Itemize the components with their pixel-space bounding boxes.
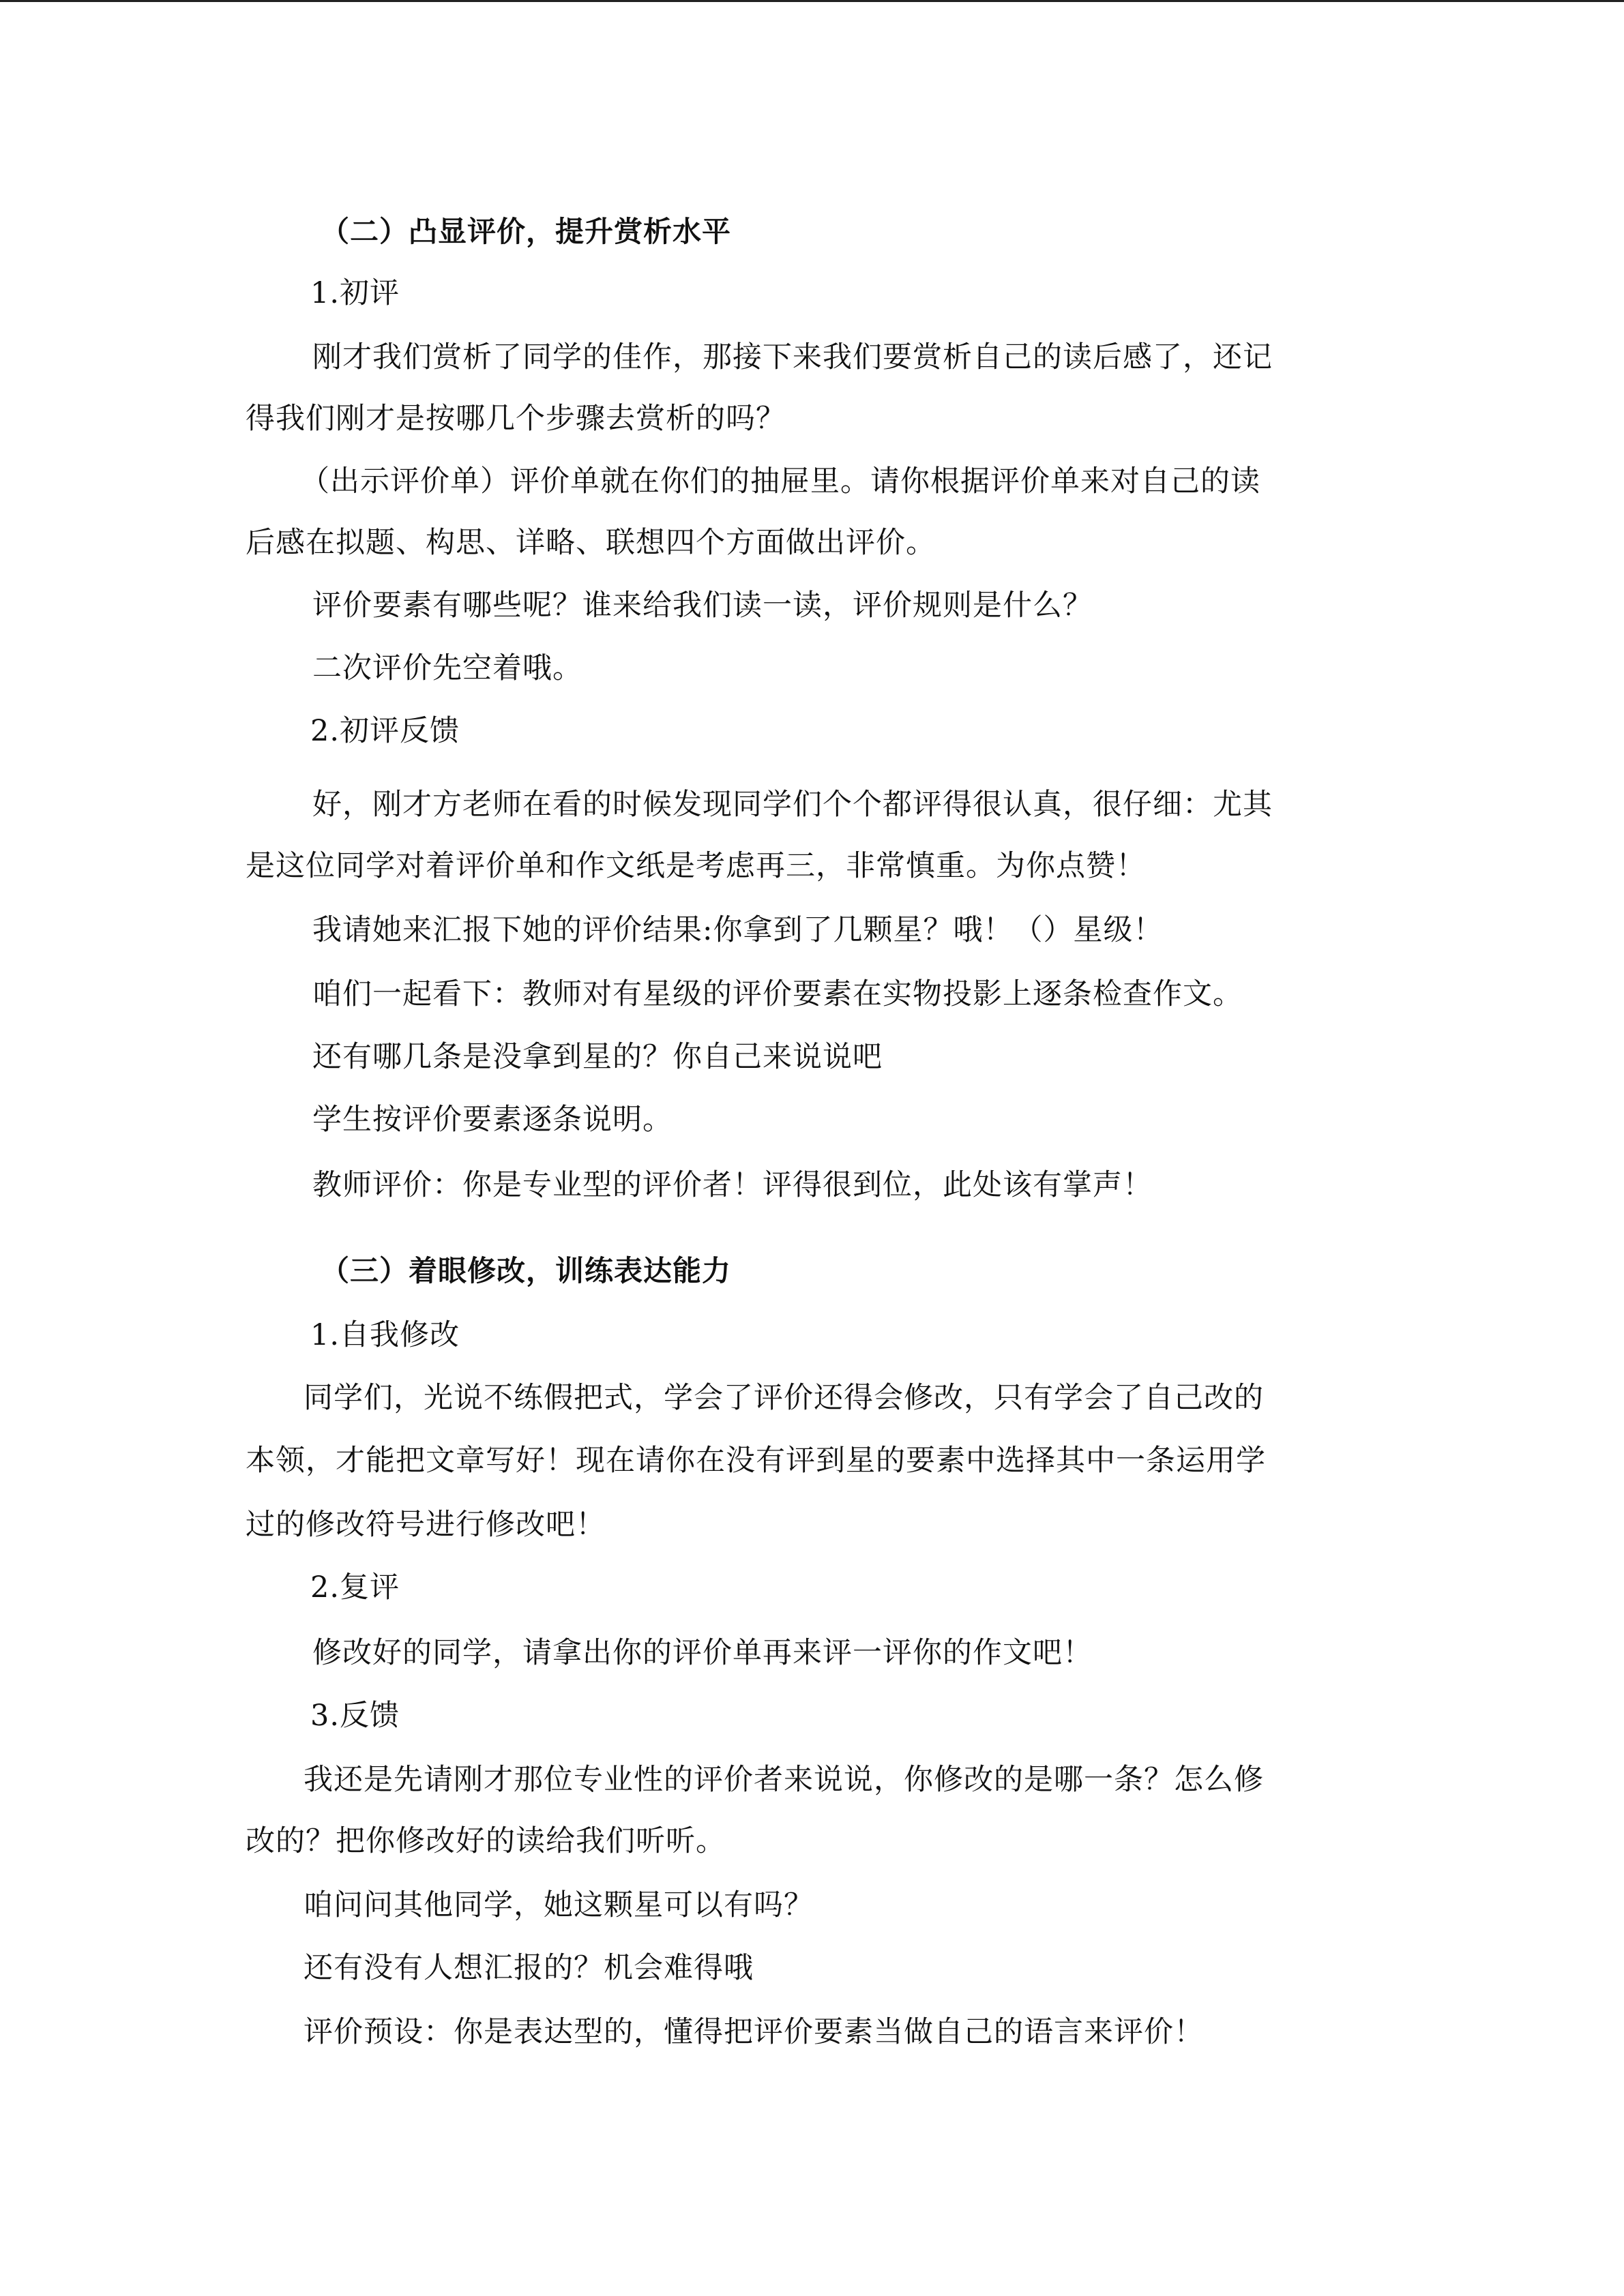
paragraph-line: 还有哪几条是没拿到星的？你自己来说说吧 [312, 1040, 883, 1074]
paragraph-line: 我还是先请刚才那位专业性的评价者来说说，你修改的是哪一条？怎么修 [304, 1763, 1264, 1797]
paragraph-line: 咱问问其他同学，她这颗星可以有吗？ [304, 1888, 814, 1922]
subheading: 2.复评 [310, 1570, 400, 1605]
paragraph-line: 咱们一起看下：教师对有星级的评价要素在实物投影上逐条检查作文。 [312, 977, 1243, 1011]
paragraph-line: 学生按评价要素逐条说明。 [312, 1103, 673, 1137]
paragraph-line: 刚才我们赏析了同学的佳作，那接下来我们要赏析自己的读后感了，还记 [312, 340, 1273, 374]
paragraph-line: 是这位同学对着评价单和作文纸是考虑再三，非常慎重。为你点赞！ [246, 849, 1146, 883]
paragraph-line: 我请她来汇报下她的评价结果:你拿到了几颗星？哦！（）星级！ [312, 913, 1164, 947]
subheading: 3.反馈 [310, 1699, 400, 1733]
page-top-border [0, 0, 1624, 2]
subheading: 2.初评反馈 [310, 714, 460, 748]
paragraph-line: 二次评价先空着哦。 [312, 651, 582, 685]
paragraph-line: 得我们刚才是按哪几个步骤去赏析的吗？ [246, 402, 786, 436]
paragraph-line: 教师评价：你是专业型的评价者！评得很到位，此处该有掌声！ [312, 1168, 1153, 1202]
paragraph-line: （出示评价单）评价单就在你们的抽屉里。请你根据评价单来对自己的读 [300, 464, 1260, 498]
section-heading: （三）着眼修改，训练表达能力 [321, 1254, 732, 1287]
paragraph-line: 评价要素有哪些呢？谁来给我们读一读，评价规则是什么？ [312, 588, 1093, 623]
paragraph-line: 本领，才能把文章写好！现在请你在没有评到星的要素中选择其中一条运用学 [246, 1444, 1266, 1478]
paragraph-line: 好，刚才方老师在看的时候发现同学们个个都评得很认真，很仔细：尤其 [312, 788, 1273, 822]
section-heading: （二）凸显评价，提升赏析水平 [321, 215, 732, 248]
paragraph-line: 过的修改符号进行修改吧！ [246, 1508, 606, 1542]
paragraph-line: 后感在拟题、构思、详略、联想四个方面做出评价。 [246, 526, 936, 560]
paragraph-line: 修改好的同学，请拿出你的评价单再来评一评你的作文吧！ [312, 1636, 1093, 1670]
paragraph-line: 同学们，光说不练假把式，学会了评价还得会修改，只有学会了自己改的 [304, 1381, 1264, 1415]
subheading: 1.初评 [310, 276, 400, 310]
subheading: 1.自我修改 [310, 1318, 460, 1352]
paragraph-line: 评价预设：你是表达型的，懂得把评价要素当做自己的语言来评价！ [304, 2015, 1204, 2049]
paragraph-line: 改的？把你修改好的读给我们听听。 [246, 1824, 726, 1858]
paragraph-line: 还有没有人想汇报的？机会难得哦 [304, 1951, 754, 1985]
